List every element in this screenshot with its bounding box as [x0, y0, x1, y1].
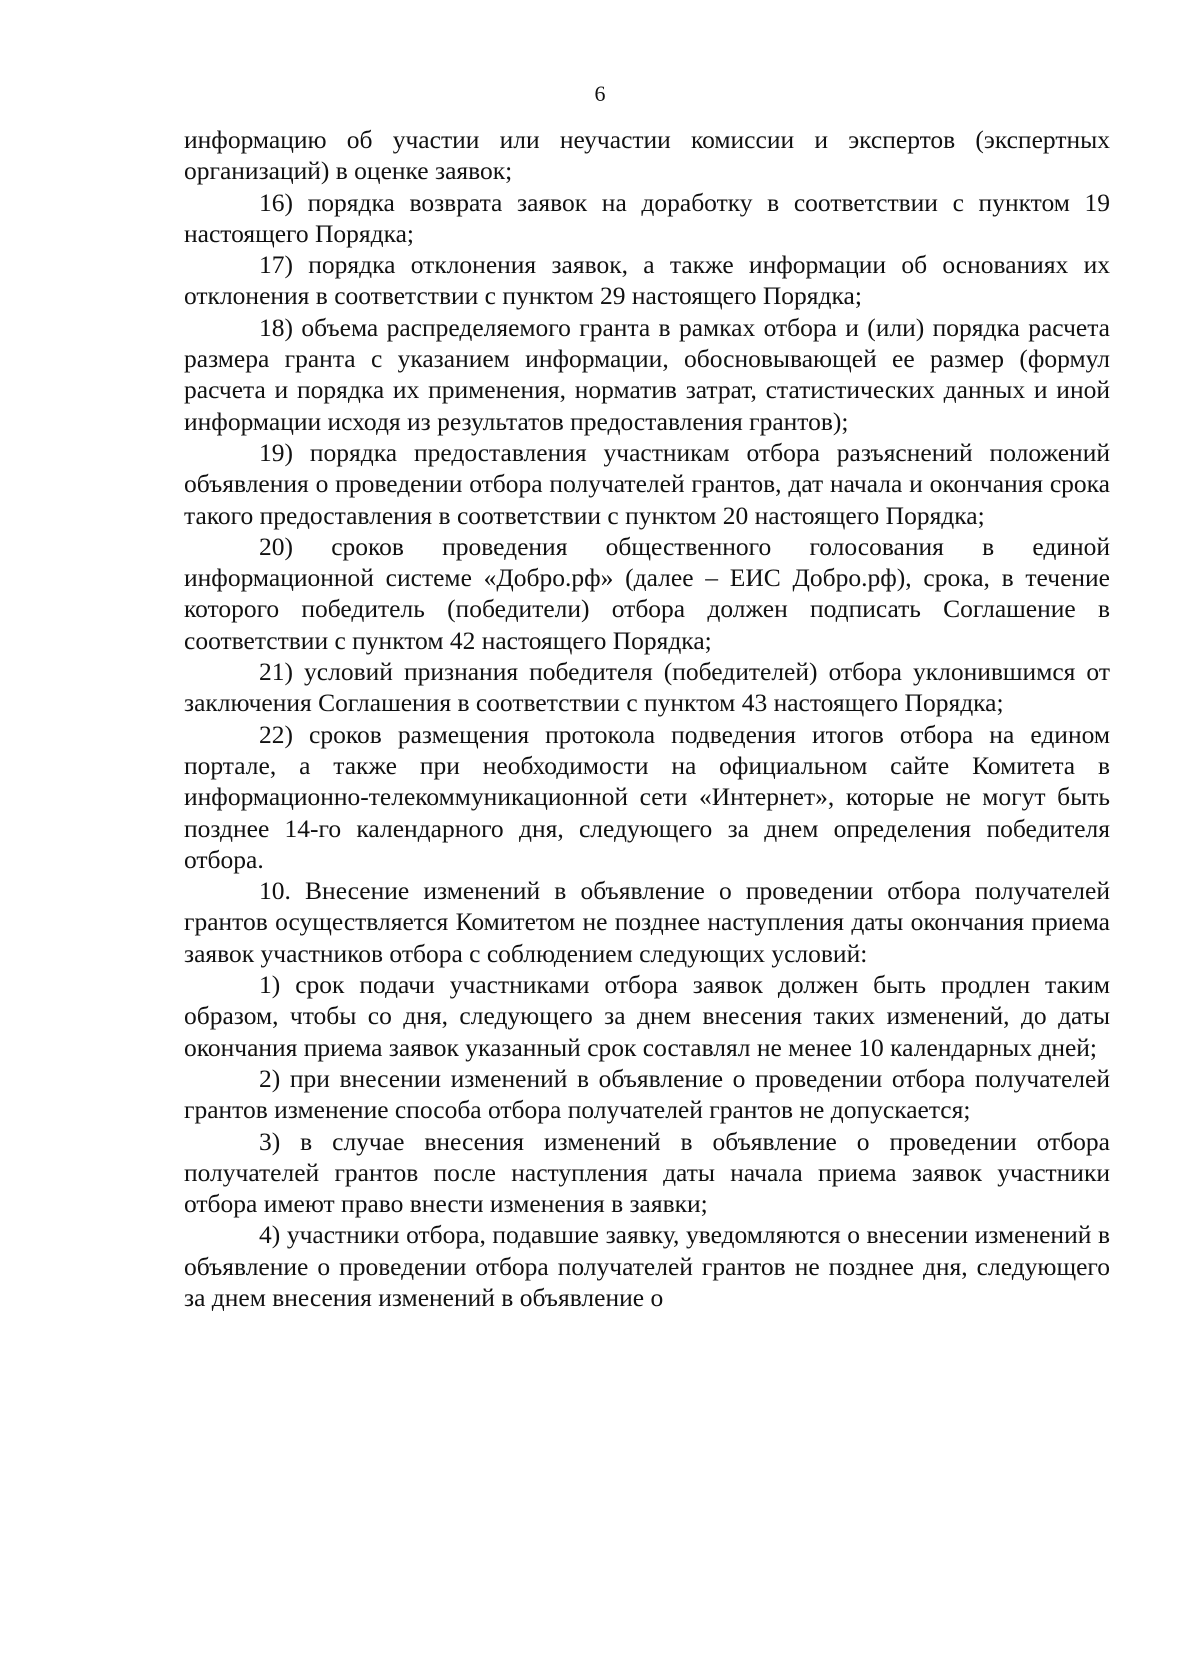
clause-10: 10. Внесение изменений в объявление о проведении отбора получателей грантов осуществляется Комитетом не позднее наступления даты окончания приема заявок участников отбора с соблюдением следующих условий: [184, 876, 1110, 968]
condition-2: 2) при внесении изменений в объявление о проведении отбора получателей грантов изменение способа отбора получателей грантов не допускается; [184, 1063, 1110, 1125]
page-number: 6 [594, 81, 606, 106]
document-body [184, 124, 1110, 1313]
condition-3: 3) в случае внесения изменений в объявление о проведении отбора получателей грантов после наступления даты начала приема заявок участники отбора имеют право внести изменения в заявки; [184, 1126, 1110, 1219]
list-item-20: 20) сроков проведения общественного голосования в единой информационной системе «Добро.рф» (далее – ЕИС Добро.рф), срока, в течение которого победитель (победители) отбора должен подписать Соглашение в соответствии с пунктом 42 настоящего Порядка; [184, 531, 1110, 655]
list-item-16: 16) порядка возврата заявок на доработку в соответствии с пунктом 19 настоящего Порядка; [184, 187, 1110, 248]
list-item-22: 22) сроков размещения протокола подведения итогов отбора на едином портале, а также при необходимости на официальном сайте Комитета в информационно-телекоммуникационной сети «Интернет», которые не могут быть позднее 14-го календарного дня, следующего за днем определения победителя отбора. [184, 719, 1110, 874]
list-item-19: 19) порядка предоставления участникам отбора разъяснений положений объявления о проведении отбора получателей грантов, дат начала и окончания срока такого предоставления в соответствии с пунктом 20 настоящего Порядка; [184, 437, 1110, 530]
list-item-17: 17) порядка отклонения заявок, а также информации об основаниях их отклонения в соответствии с пунктом 29 настоящего Порядка; [184, 250, 1110, 311]
list-item-21: 21) условий признания победителя (победителей) отбора уклонившимся от заключения Соглашения в соответствии с пунктом 43 настоящего Порядка; [184, 657, 1110, 718]
paragraph: информацию об участии или неучастии комиссии и экспертов (экспертных организаций) в оценке заявок; [184, 125, 1110, 186]
list-item-18: 18) объема распределяемого гранта в рамках отбора и (или) порядка расчета размера гранта с указанием информации, обосновывающей ее размер (формул расчета и порядка их применения, норматив затрат, статистических данных и иной информации исходя из результатов предоставления грантов); [184, 312, 1110, 436]
condition-1: 1) срок подачи участниками отбора заявок должен быть продлен таким образом, чтобы со дня, следующего за днем внесения таких изменений, до даты окончания приема заявок указанный срок составлял не менее 10 календарных дней; [184, 970, 1110, 1062]
condition-4: 4) участники отбора, подавшие заявку, уведомляются о внесении изменений в объявление о проведении отбора получателей грантов не позднее дня, следующего за днем внесения изменений в объявление о [184, 1220, 1110, 1312]
